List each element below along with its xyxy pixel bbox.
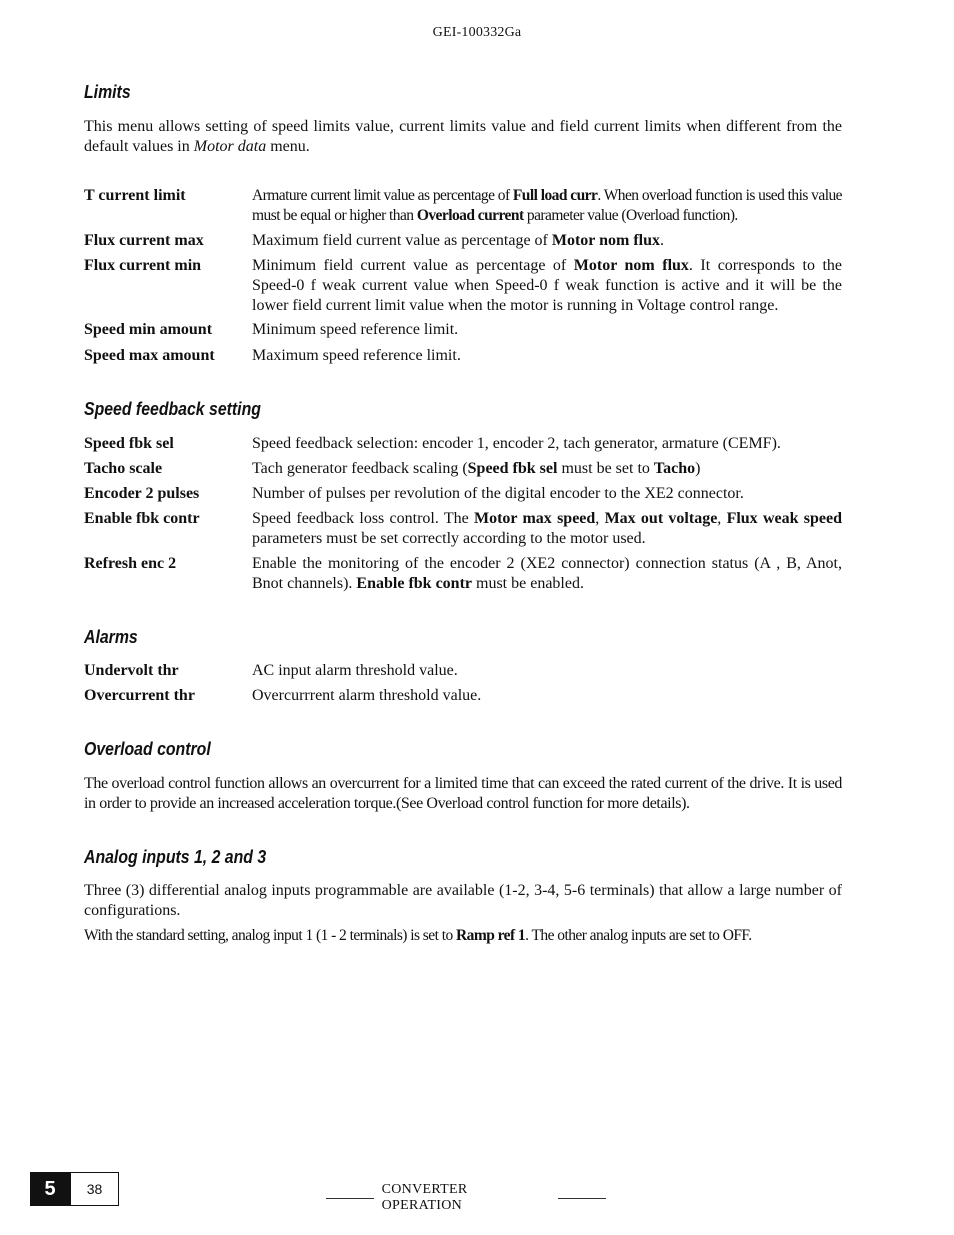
section-title-alarms: Alarms (84, 627, 138, 647)
param-term: Speed min amount (84, 321, 213, 338)
overload-paragraph: The overload control function allows an overcurrent for a limited time that can exceed the rated current of the drive. It is used in order to provide an increased acceleration torque.(See Overload control function for more details). (84, 775, 842, 812)
param-desc: Speed feedback loss control. The Motor max speed, Max out voltage, Flux weak speed parameters must be set correctly according to the motor used. (252, 510, 842, 547)
param-term: Speed fbk sel (84, 435, 174, 452)
param-desc: Maximum field current value as percentage of Motor nom flux. (252, 232, 665, 249)
footer-section (318, 1182, 614, 1214)
footer-rule-left (326, 1198, 374, 1199)
limits-intro: This menu allows setting of speed limits value, current limits value and field current limits when different from the default values in Motor data menu. (84, 118, 842, 155)
param-desc: Armature current limit value as percentage of Full load curr. When overload function is used this value must be equal or higher than Overload current parameter value (Overload function). (252, 187, 842, 224)
chapter-number-badge: 5 (30, 1172, 70, 1206)
section-title-overload-control: Overload control (84, 739, 211, 759)
section-title-speed-feedback: Speed feedback setting (84, 399, 261, 419)
param-term: Overcurrent thr (84, 687, 195, 704)
footer-rule-right (558, 1198, 606, 1199)
param-desc: Overcurrrent alarm threshold value. (252, 687, 482, 704)
param-desc: Maximum speed reference limit. (252, 347, 461, 364)
param-term: T current limit (84, 187, 186, 204)
param-term: Enable fbk contr (84, 510, 200, 527)
analog-paragraph-2: With the standard setting, analog input 1 (1 - 2 terminals) is set to Ramp ref 1. The other analog inputs are set to OFF. (84, 927, 752, 944)
param-desc: AC input alarm threshold value. (252, 662, 458, 679)
param-desc: Minimum field current value as percentage of Motor nom flux. It corresponds to the Speed-0 f weak current value when Speed-0 f weak function is active and it will be the lower field current limit value when the motor is running in Voltage control range. (252, 257, 843, 314)
param-term: Encoder 2 pulses (84, 485, 200, 502)
param-desc: Speed feedback selection: encoder 1, encoder 2, tach generator, armature (CEMF). (252, 435, 781, 452)
param-term: Refresh enc 2 (84, 555, 177, 572)
page-number: 38 (70, 1172, 119, 1206)
param-desc: Enable the monitoring of the encoder 2 (XE2 connector) connection status (A , B, Anot, Bnot channels). Enable fbk contr must be enabled. (252, 555, 842, 592)
section-title-analog-inputs: Analog inputs 1, 2 and 3 (84, 847, 267, 867)
section-title-limits: Limits (84, 82, 131, 102)
param-term: Undervolt thr (84, 662, 179, 679)
motor-data-italic: Motor data (193, 138, 267, 155)
param-desc: Number of pulses per revolution of the digital encoder to the XE2 connector. (252, 485, 744, 502)
param-desc: Minimum speed reference limit. (252, 321, 459, 338)
param-term: Flux current min (84, 257, 202, 274)
analog-paragraph-1: Three (3) differential analog inputs programmable are available (1-2, 3-4, 5-6 terminals) that allow a large number of configurations. (84, 882, 842, 919)
param-desc: Tach generator feedback scaling (Speed fbk sel must be set to Tacho) (252, 460, 701, 477)
param-term: Flux current max (84, 232, 204, 249)
param-term: Speed max amount (84, 347, 215, 364)
document-code: GEI-100332Ga (432, 25, 522, 40)
param-term: Tacho scale (84, 460, 163, 477)
footer-section-label: CONVERTER OPERATION (381, 1182, 468, 1213)
